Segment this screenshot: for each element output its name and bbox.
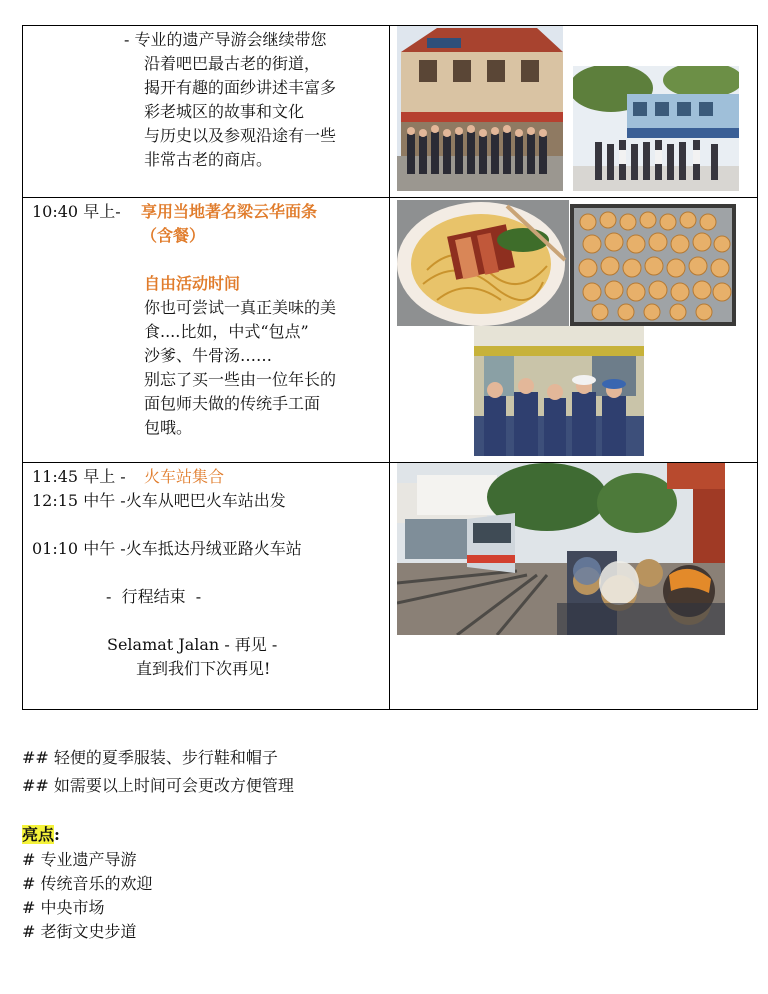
table-row: [23, 26, 757, 198]
itinerary-table: [22, 25, 758, 710]
noodle-dish-photo: [397, 200, 569, 326]
farewell-line: 直到我们下次再见!: [136, 659, 271, 678]
free-time-line: 沙爹、牛骨汤……: [144, 346, 273, 365]
tour-desc-line: 彩老城区的故事和文化: [144, 102, 305, 121]
itinerary-end: - 行程结束 -: [106, 587, 202, 606]
highlights-heading: [22, 823, 60, 847]
highlights-label: 亮点: [22, 825, 55, 844]
highlight-item: # 传统音乐的欢迎: [22, 874, 153, 893]
free-time-line: 食....比如，中式“包点”: [144, 322, 309, 341]
train-depart-line: 12:15 中午 -火车从吧巴火车站出发: [32, 491, 286, 510]
train-arrive-line: 01:10 中午 -火车抵达丹绒亚路火车站: [32, 539, 302, 558]
table-row: [23, 198, 757, 463]
farewell-line: Selamat Jalan - 再见 -: [107, 635, 278, 654]
market-crowd-photo: [474, 326, 644, 456]
station-meetup: 火车站集合: [144, 467, 225, 486]
highlight-item: # 专业遗产导游: [22, 850, 137, 869]
tour-desc-line: 沿着吧巴最古老的街道，: [144, 54, 321, 73]
free-time-title: 自由活动时间: [144, 274, 241, 293]
meal-included-note: （含餐）: [141, 226, 206, 245]
free-time-line: 别忘了买一些由一位年长的: [144, 370, 337, 389]
highlight-item: # 中央市场: [22, 898, 105, 917]
meal-title: 享用当地著名梁云华面条: [141, 202, 318, 221]
schedule-time: 11:45 早上 -: [32, 467, 126, 486]
old-shop-photo: [573, 66, 739, 191]
tour-desc-line: 揭开有趣的面纱讲述丰富多: [144, 78, 337, 97]
free-time-line: 包哦。: [144, 418, 193, 437]
tour-desc-line: - 专业的遗产导游会继续带您: [124, 30, 327, 49]
note-clothing: ## 轻便的夏季服装、步行鞋和帽子: [22, 748, 278, 767]
table-row: [23, 463, 757, 709]
free-time-line: 你也可尝试一真正美味的美: [144, 298, 337, 317]
tour-desc-line: 与历史以及参观沿途有一些: [144, 126, 337, 145]
heritage-street-photo: [397, 26, 563, 191]
highlights-colon: :: [54, 825, 60, 844]
free-time-line: 面包师夫做的传统手工面: [144, 394, 321, 413]
baked-buns-photo: [570, 204, 736, 326]
note-time-change: ## 如需要以上时间可会更改方便管理: [22, 776, 294, 795]
schedule-time: 10:40 早上-: [32, 202, 121, 221]
tour-desc-line: 非常古老的商店。: [144, 150, 273, 169]
train-station-photo: [397, 463, 725, 635]
highlight-item: # 老街文史步道: [22, 922, 137, 941]
